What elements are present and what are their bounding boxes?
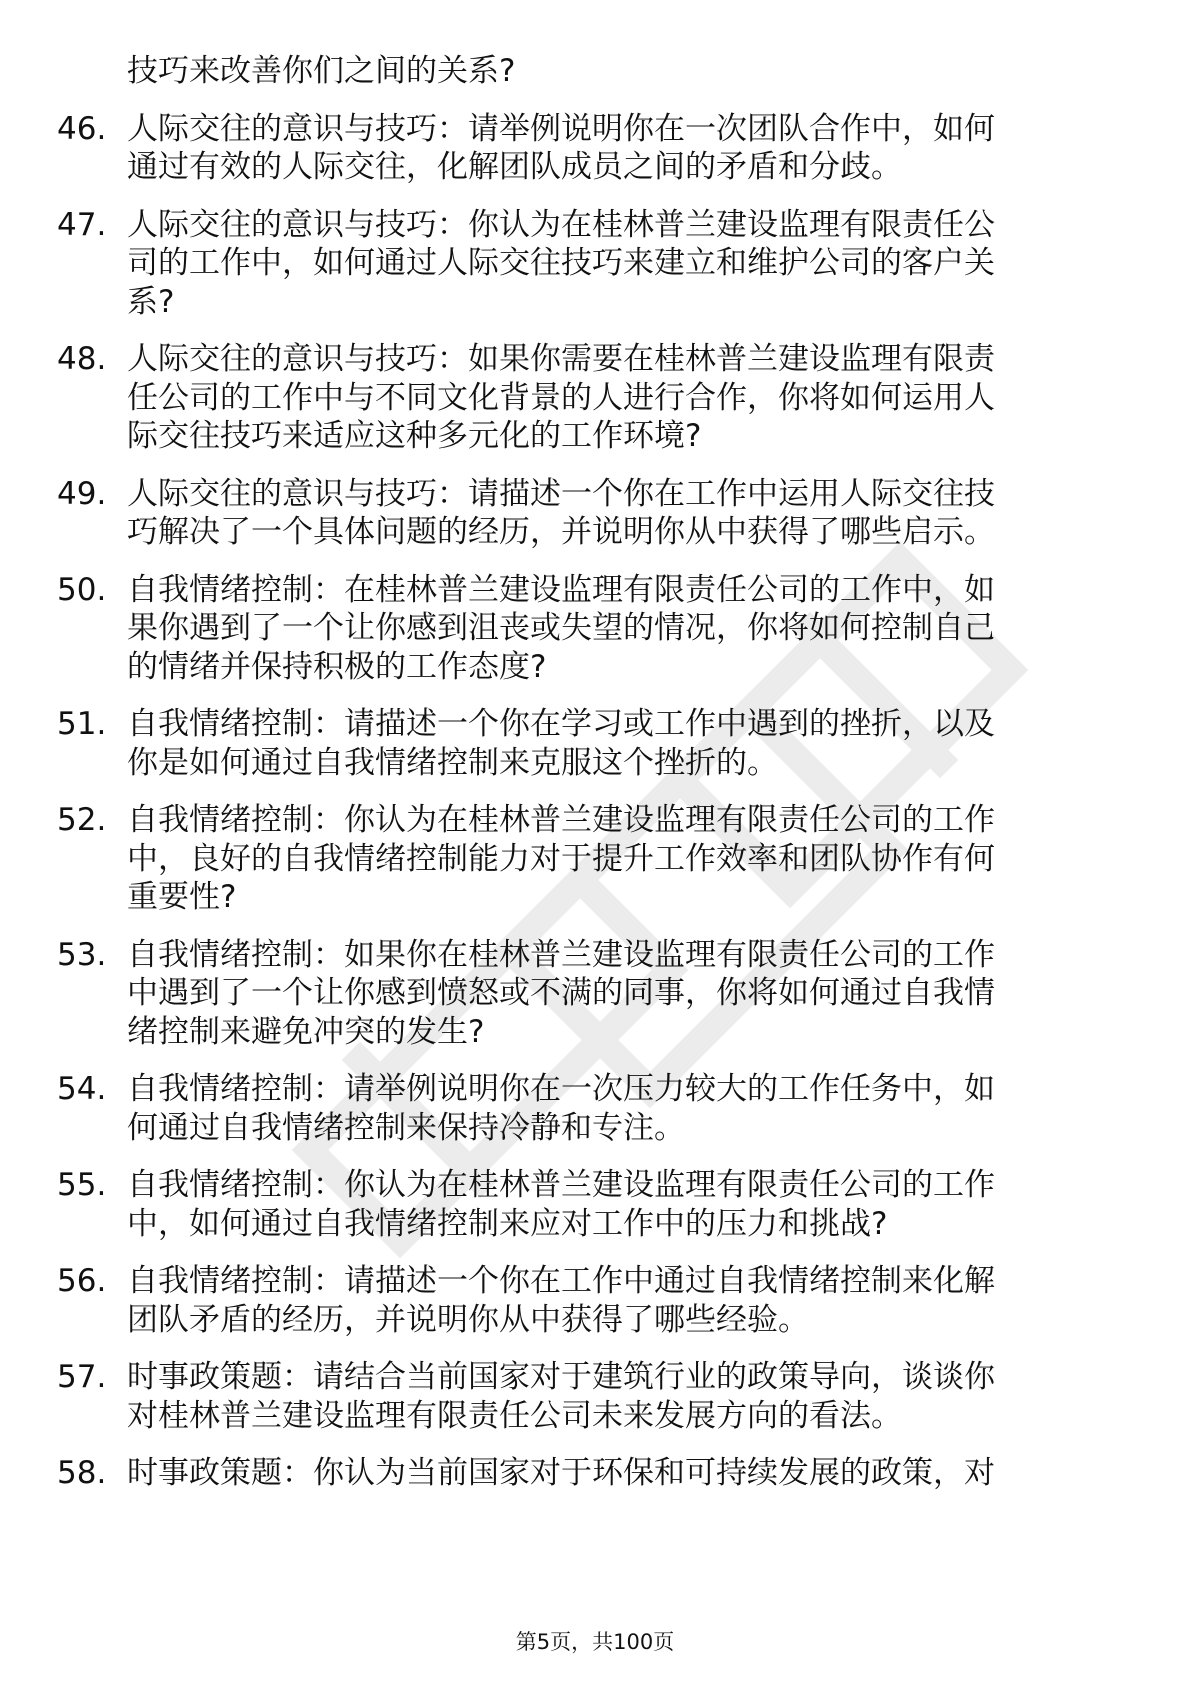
question-number: 47. (57, 206, 107, 243)
question-number: 58. (57, 1455, 107, 1491)
question-text (127, 1262, 1117, 1339)
question-line: 自我情绪控制：请描述一个你在工作中通过自我情绪控制来化解 (127, 1263, 995, 1299)
question-number: 57. (57, 1359, 107, 1395)
question-number: 51. (57, 706, 107, 742)
question-57 (57, 1358, 1117, 1435)
question-55 (57, 1166, 1117, 1243)
question-line: 任公司的工作中与不同文化背景的人进行合作，你将如何运用人 (127, 379, 995, 416)
question-number: 48. (57, 341, 107, 377)
question-line: 人际交往的意识与技巧：如果你需要在桂林普兰建设监理有限责 (127, 341, 995, 377)
question-number: 56. (57, 1263, 107, 1299)
question-line: 中，良好的自我情绪控制能力对于提升工作效率和团队协作有何 (127, 840, 995, 877)
question-number: 50. (57, 571, 107, 608)
question-line: 时事政策题：请结合当前国家对于建筑行业的政策导向，谈谈你 (127, 1359, 995, 1395)
question-line: 人际交往的意识与技巧：请描述一个你在工作中运用人际交往技 (127, 475, 995, 512)
question-line: 的情绪并保持积极的工作态度? (127, 648, 547, 685)
question-text (127, 340, 1117, 456)
question-text (127, 1454, 1117, 1493)
question-line: 重要性? (127, 879, 237, 915)
question-number: 54. (57, 1071, 107, 1107)
question-line: 系? (127, 283, 175, 320)
question-line: 中遇到了一个让你感到愤怒或不满的同事，你将如何通过自我情 (127, 975, 995, 1011)
question-line: 时事政策题：你认为当前国家对于环保和可持续发展的政策，对 (127, 1455, 995, 1491)
question-line: 自我情绪控制：在桂林普兰建设监理有限责任公司的工作中，如 (127, 571, 995, 608)
question-text (127, 936, 1117, 1052)
question-line: 人际交往的意识与技巧：请举例说明你在一次团队合作中，如何 (127, 110, 995, 147)
question-text (127, 571, 1117, 687)
question-line: 人际交往的意识与技巧：你认为在桂林普兰建设监理有限责任公 (127, 206, 995, 243)
question-50 (57, 571, 1117, 687)
question-51 (57, 705, 1117, 782)
question-line: 自我情绪控制：你认为在桂林普兰建设监理有限责任公司的工作 (127, 802, 995, 838)
question-line: 绪控制来避免冲突的发生? (127, 1013, 485, 1050)
question-text (127, 801, 1117, 917)
question-number: 52. (57, 802, 107, 838)
question-text (127, 1358, 1117, 1435)
page-footer: 第5页，共100页 (515, 1630, 675, 1654)
question-53 (57, 936, 1117, 1052)
question-48 (57, 340, 1117, 456)
question-text (127, 110, 1117, 187)
question-text (127, 475, 1117, 552)
question-list (57, 52, 1117, 1512)
question-line: 自我情绪控制：请描述一个你在学习或工作中遇到的挫折，以及 (127, 706, 995, 742)
question-line: 你是如何通过自我情绪控制来克服这个挫折的。 (127, 744, 778, 781)
continuation-text: 技巧来改善你们之间的关系? (127, 53, 516, 89)
question-number: 49. (57, 475, 107, 512)
question-text (127, 1070, 1117, 1147)
question-line: 际交往技巧来适应这种多元化的工作环境? (127, 418, 702, 454)
question-line: 果你遇到了一个让你感到沮丧或失望的情况，你将如何控制自己 (127, 610, 995, 646)
question-line: 巧解决了一个具体问题的经历，并说明你从中获得了哪些启示。 (127, 514, 995, 550)
question-47 (57, 206, 1117, 322)
question-text (127, 705, 1117, 782)
question-line: 对桂林普兰建设监理有限责任公司未来发展方向的看法。 (127, 1397, 902, 1434)
question-line: 自我情绪控制：如果你在桂林普兰建设监理有限责任公司的工作 (127, 936, 995, 973)
question-46 (57, 110, 1117, 187)
question-line: 何通过自我情绪控制来保持冷静和专注。 (127, 1109, 685, 1146)
question-line: 中，如何通过自我情绪控制来应对工作中的压力和挑战? (127, 1205, 888, 1242)
question-line: 自我情绪控制：你认为在桂林普兰建设监理有限责任公司的工作 (127, 1167, 995, 1203)
question-line: 团队矛盾的经历，并说明你从中获得了哪些经验。 (127, 1301, 809, 1338)
question-text (127, 206, 1117, 322)
question-56 (57, 1262, 1117, 1339)
question-number: 46. (57, 110, 107, 147)
question-number: 53. (57, 936, 107, 973)
question-58 (57, 1454, 1117, 1493)
question-line: 通过有效的人际交往，化解团队成员之间的矛盾和分歧。 (127, 149, 902, 185)
question-54 (57, 1070, 1117, 1147)
question-52 (57, 801, 1117, 917)
question-text (127, 1166, 1117, 1243)
question-line: 司的工作中，如何通过人际交往技巧来建立和维护公司的客户关 (127, 245, 995, 281)
question-line: 自我情绪控制：请举例说明你在一次压力较大的工作任务中，如 (127, 1071, 995, 1107)
question-number: 55. (57, 1167, 107, 1203)
question-49 (57, 475, 1117, 552)
